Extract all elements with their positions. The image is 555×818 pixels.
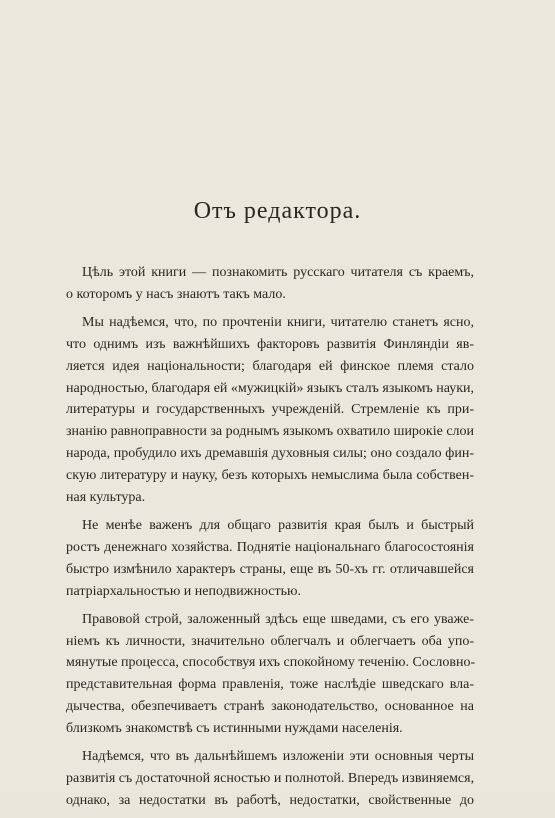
text-line: Надѣемся, что въ дальнѣйшемъ изложеніи эти основныя черты [82,749,474,765]
text-line: ная культура. [66,490,146,506]
text-line: представительная форма правленія, тоже наслѣдіе шведскаго вла- [66,677,474,693]
text-line: ніемъ къ личности, значительно облегчалъ и облегчаетъ оба упо- [66,633,474,649]
text-line: Цѣль этой книги — познакомить русскаго читателя съ краемъ, [82,265,474,280]
paragraph [50,609,474,740]
text-line: близкомъ знакомствѣ съ истинными нуждами населенія. [66,721,403,737]
page-title: Отъ редактора. [193,198,362,224]
text-line: быстро измѣнило характеръ страны, еще въ 50-хъ гг. отличавшейся [66,561,474,577]
text-line: развитія съ достаточной ясностью и полнотой. Впередъ извиняемся, [66,770,475,786]
text-line: что однимъ изъ важнѣйшихъ факторовъ развитія Финляндіи яв- [66,336,474,352]
paragraph [50,312,474,509]
paragraph [50,515,474,603]
text-line: народностью, благодаря ей «мужицкій» языкъ сталъ языкомъ науки, [66,380,474,396]
text-line: мянутые процесса, способствуя ихъ спокойному теченію. Сословно- [66,655,476,671]
text-line: Не менѣе важенъ для общаго развитія края былъ и быстрый [82,517,474,533]
text-line: знанію равноправности за роднымъ языкомъ охватило широкіе слои [66,424,475,440]
paragraph [50,746,474,812]
text-line: литературы и государственныхъ учрежденій. Стремленіе къ при- [66,402,474,418]
text-line: народа, пробудило ихъ дремавшія духовныя силы; оно создало фин- [66,446,474,462]
text-line: Мы надѣемся, что, по прочтеніи книги, читателю станетъ ясно, [82,314,474,330]
text-line: ростъ денежнаго хозяйства. Поднятіе національнаго благосостоянія [66,539,474,555]
text-line: Правовой строй, заложенный здѣсь еще шведами, съ его уваже- [82,611,474,627]
text-line: патріархальностью и неподвижностью. [66,583,301,599]
body-text [50,262,474,818]
text-line: дычества, обезпечиваетъ странѣ законодательство, основанное на [66,699,474,715]
paragraph [50,262,474,306]
text-line: однако, за недостатки въ работѣ, недостатки, свойственные до [66,792,474,808]
text-line: скую литературу и науку, безъ которыхъ немыслима была собствен- [66,468,474,484]
text-line: о которомъ у насъ знаютъ такъ мало. [66,286,286,302]
text-line: ляется идея національности; благодаря ей финское племя стало [66,358,474,374]
